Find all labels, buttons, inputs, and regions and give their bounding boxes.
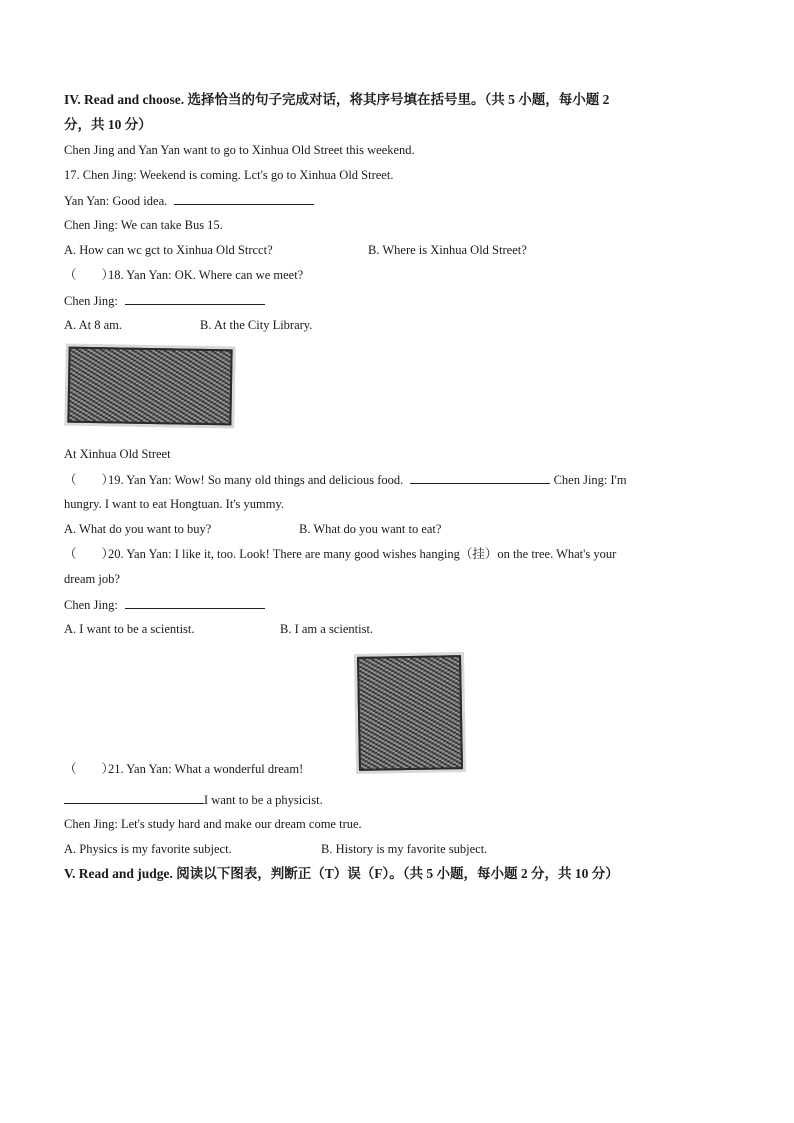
q20-line3 [64, 596, 265, 613]
q21-question: 21. Yan Yan: What a wonderful dream! [108, 762, 304, 776]
q21-answer-blank[interactable] [64, 791, 204, 804]
q21-line2-text: I want to be a physicist. [204, 793, 323, 807]
q19-line1 [64, 471, 627, 488]
q17-line1: 17. Chen Jing: Weekend is coming. Lct's go to Xinhua Old Street. [64, 168, 394, 182]
q21-option-a: A. Physics is my favorite subject. [64, 842, 232, 856]
q17-option-a: A. How can wc gct to Xinhua Old Strcct? [64, 243, 273, 257]
q19-question: 19. Yan Yan: Wow! So many old things and delicious food. [108, 473, 404, 487]
street-photo [67, 347, 232, 426]
q20-option-b: B. I am a scientist. [280, 622, 374, 636]
section-v-heading: V. Read and judge. 阅读以下图表，判断正（T）误（F）。（共 5 小题，每小题 2 分，共 10 分） [64, 866, 619, 881]
section-iv-heading-line2: 分，共 10 分） [64, 117, 152, 132]
q18-answer-blank[interactable] [125, 292, 265, 305]
q17-answer-blank[interactable] [174, 192, 314, 205]
q18-option-b: B. At the City Library. [200, 318, 313, 332]
q21-line3: Chen Jing: Let's study hard and make our dream come true. [64, 817, 362, 831]
q21-option-b: B. History is my favorite subject. [321, 842, 488, 856]
q20-line2: dream job? [64, 572, 120, 586]
photo-caption: At Xinhua Old Street [64, 447, 171, 461]
q17-line2 [64, 192, 314, 209]
q21-line1 [64, 761, 303, 777]
q17-option-b: B. Where is Xinhua Old Street? [368, 243, 527, 257]
intro-text: Chen Jing and Yan Yan want to go to Xinhua Old Street this weekend. [64, 143, 415, 157]
q19-option-b: B. What do you want to eat? [299, 522, 442, 536]
q19-answer-blank[interactable] [410, 471, 550, 484]
q18-question: 18. Yan Yan: OK. Where can we meet? [108, 268, 304, 282]
q20-question: 20. Yan Yan: I like it, too. Look! There are many good wishes hanging（挂）on the tree. What's your [108, 547, 617, 561]
q17-line3: Chen Jing: We can take Bus 15. [64, 218, 223, 232]
wish-tree-photo [357, 655, 463, 771]
q18-line2-text: Chen Jing: [64, 294, 118, 308]
q19-line2: hungry. I want to eat Hongtuan. It's yummy. [64, 497, 285, 511]
q21-answer-paren[interactable]: （ ） [64, 762, 115, 776]
q18-answer-paren[interactable]: （ ） [64, 268, 115, 282]
q20-line3-text: Chen Jing: [64, 598, 118, 612]
q21-line2 [64, 791, 323, 808]
q17-line2-text: Yan Yan: Good idea. [64, 194, 168, 208]
q19-reply: Chen Jing: I'm [553, 473, 627, 487]
section-iv-heading-line1: IV. Read and choose. 选择恰当的句子完成对话，将其序号填在括号里。（共 5 小题，每小题 2 [64, 92, 610, 107]
q19-answer-paren[interactable]: （ ） [64, 473, 115, 487]
q18-option-a: A. At 8 am. [64, 318, 122, 332]
q18-line2 [64, 292, 265, 309]
q19-option-a: A. What do you want to buy? [64, 522, 212, 536]
q20-line1 [64, 546, 616, 562]
q20-answer-paren[interactable]: （ ） [64, 547, 115, 561]
q18-line1 [64, 267, 303, 283]
q20-option-a: A. I want to be a scientist. [64, 622, 195, 636]
q20-answer-blank[interactable] [125, 596, 265, 609]
